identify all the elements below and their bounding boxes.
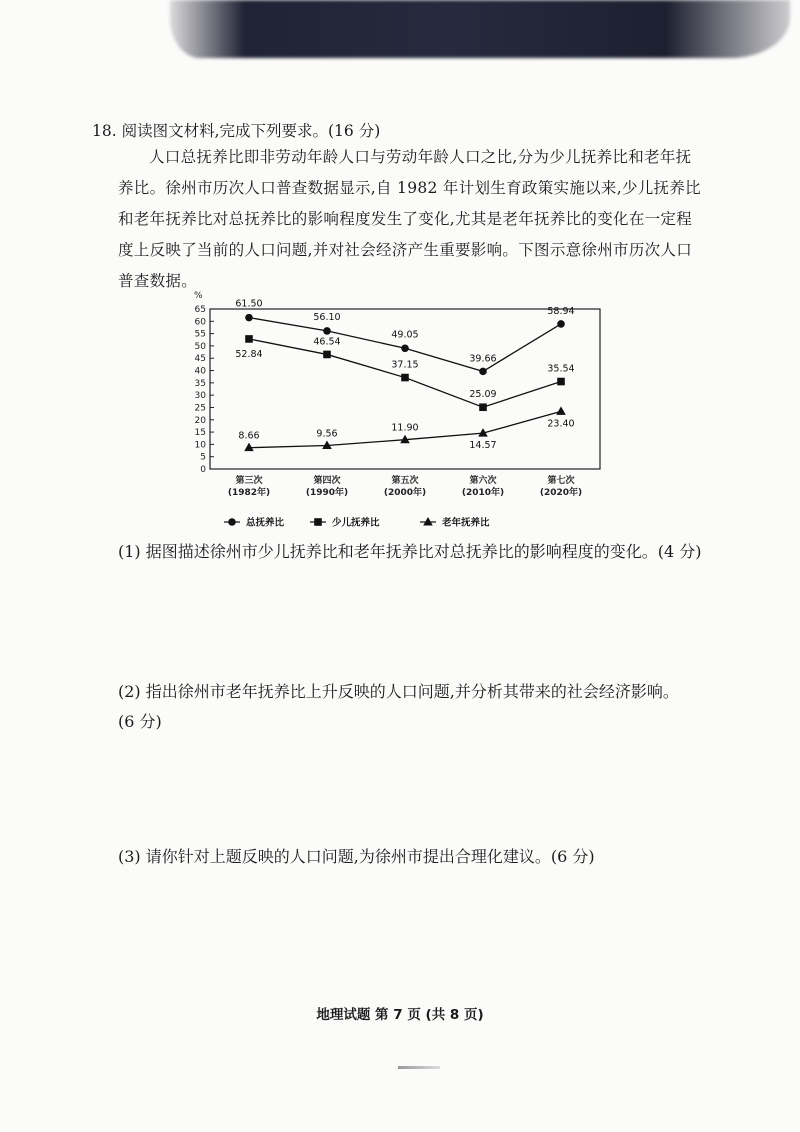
legend-label: 少儿抚养比	[332, 517, 380, 529]
intro-line-3: 和老年抚养比对总抚养比的影响程度发生了变化,尤其是老年抚养比的变化在一定程	[118, 210, 693, 228]
legend-marker-square	[314, 518, 322, 526]
y-axis-label: %	[194, 291, 203, 301]
data-label: 9.56	[316, 428, 338, 440]
y-tick-label: 5	[200, 452, 206, 463]
y-tick-label: 30	[194, 391, 206, 402]
data-label: 49.05	[391, 329, 419, 341]
intro-line-4: 度上反映了当前的人口问题,并对社会经济产生重要影响。下图示意徐州市历次人口	[118, 241, 693, 259]
x-tick-label: 第三次	[235, 476, 263, 486]
data-label: 11.90	[391, 422, 419, 434]
sub-question-1: (1) 据图描述徐州市少儿抚养比和老年抚养比对总抚养比的影响程度的变化。(4 分)	[118, 542, 702, 561]
data-label: 58.94	[547, 305, 575, 317]
data-label: 14.57	[469, 440, 497, 452]
data-point-triangle	[244, 443, 254, 452]
x-tick-label-year: (2020年)	[539, 488, 583, 498]
y-tick-label: 15	[194, 428, 206, 439]
data-point-square	[323, 351, 331, 359]
x-tick-label: 第七次	[547, 476, 575, 486]
legend-marker-circle	[228, 518, 236, 526]
data-point-square	[245, 335, 253, 343]
page-top-shadow	[170, 0, 790, 58]
y-tick-label: 40	[194, 366, 206, 377]
data-label: 8.66	[238, 430, 260, 442]
y-tick-label: 25	[194, 403, 206, 414]
data-point-circle	[401, 344, 409, 352]
data-point-triangle	[556, 406, 566, 415]
data-label: 46.54	[313, 336, 341, 348]
y-tick-label: 45	[194, 354, 206, 365]
bottom-mark	[398, 1066, 440, 1069]
sub-question-3: (3) 请你针对上题反映的人口问题,为徐州市提出合理化建议。(6 分)	[118, 847, 595, 866]
x-tick-label-year: (1990年)	[305, 488, 349, 498]
y-tick-label: 55	[194, 329, 206, 340]
question-header: 18. 阅读图文材料,完成下列要求。(16 分)	[92, 122, 381, 140]
data-point-square	[401, 374, 409, 382]
dependency-ratio-chart	[182, 288, 612, 533]
y-tick-label: 0	[200, 465, 206, 475]
y-tick-label: 20	[194, 415, 206, 426]
intro-line-1: 人口总抚养比即非劳动年龄人口与劳动年龄人口之比,分为少儿抚养比和老年抚	[149, 148, 692, 166]
data-point-circle	[479, 368, 487, 376]
data-point-circle	[323, 327, 331, 335]
x-tick-label-year: (2000年)	[383, 488, 427, 498]
data-point-square	[479, 403, 487, 411]
data-label: 56.10	[313, 311, 341, 323]
x-tick-label-year: (2010年)	[461, 488, 505, 498]
data-point-circle	[557, 320, 565, 328]
data-label: 25.09	[469, 389, 497, 401]
y-tick-label: 60	[194, 317, 206, 328]
x-tick-label: 第五次	[391, 476, 419, 486]
legend-label: 总抚养比	[246, 517, 285, 529]
intro-line-5: 普查数据。	[118, 272, 198, 290]
y-tick-label: 50	[194, 341, 206, 352]
data-label: 37.15	[391, 359, 419, 371]
x-tick-label-year: (1982年)	[227, 488, 271, 498]
data-point-square	[557, 378, 565, 386]
y-tick-label: 10	[194, 440, 206, 451]
data-label: 35.54	[547, 363, 575, 375]
sub-question-2-line-2: (6 分)	[118, 712, 162, 731]
data-label: 61.50	[235, 298, 263, 310]
x-tick-label: 第四次	[313, 476, 341, 486]
x-tick-label: 第六次	[469, 476, 497, 486]
page-footer: 地理试题 第 7 页 (共 8 页)	[316, 1007, 484, 1023]
data-point-circle	[245, 314, 253, 322]
data-label: 23.40	[547, 418, 575, 430]
legend-marker-triangle	[423, 517, 433, 526]
legend-label: 老年抚养比	[442, 517, 490, 529]
data-label: 52.84	[235, 348, 263, 360]
data-label: 39.66	[469, 353, 497, 365]
y-tick-label: 35	[194, 378, 206, 389]
sub-question-2-line-1: (2) 指出徐州市老年抚养比上升反映的人口问题,并分析其带来的社会经济影响。	[118, 682, 679, 701]
y-tick-label: 65	[194, 305, 206, 315]
intro-line-2: 养比。徐州市历次人口普查数据显示,自 1982 年计划生育政策实施以来,少儿抚养比	[118, 179, 701, 197]
